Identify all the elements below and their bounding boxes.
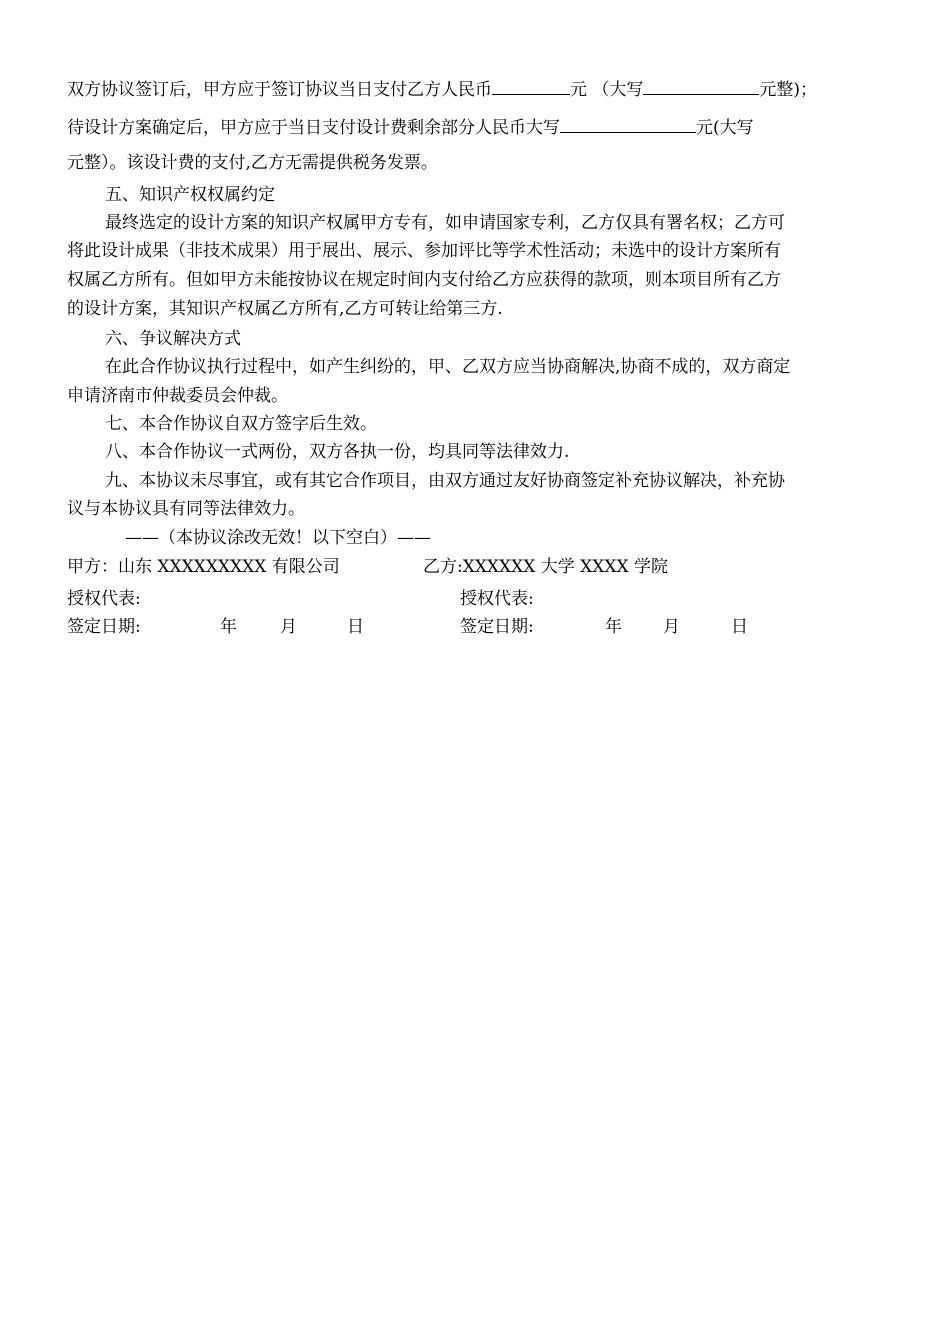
clause-7: 七、本合作协议自双方签字后生效。 [105, 414, 377, 434]
payment-line-1 [67, 78, 817, 101]
party-a-month: 月 [280, 617, 297, 637]
party-b-year: 年 [605, 617, 622, 637]
clause-9-line-2: 议与本协议具有同等法律效力。 [67, 499, 305, 519]
payment-line-2 [67, 116, 754, 139]
ip-heading: 五、知识产权权属约定 [105, 185, 275, 205]
party-b-month: 月 [663, 617, 680, 637]
ip-line-2: 将此设计成果（非技术成果）用于展出、展示、参加评比等学术性活动；未选中的设计方案所有 [67, 241, 781, 261]
payment-text-1a: 双方协议签订后，甲方应于签订协议当日支付乙方人民币 [67, 80, 492, 100]
dispute-line-2: 申请济南市仲裁委员会仲裁。 [67, 386, 288, 406]
end-note: ——（本协议涂改无效！以下空白）—— [125, 528, 431, 548]
remaining-amount-blank [560, 116, 696, 133]
dispute-heading: 六、争议解决方式 [105, 329, 241, 349]
ip-line-4: 的设计方案，其知识产权属乙方所有,乙方可转让给第三方. [67, 299, 503, 319]
party-b-day: 日 [731, 617, 748, 637]
amount-blank [492, 78, 570, 95]
clause-9-line-1: 九、本协议未尽事宜，或有其它合作项目，由双方通过友好协商签定补充协议解决，补充协 [105, 471, 785, 491]
party-b-date-label: 签定日期: [460, 617, 534, 637]
ip-line-1: 最终选定的设计方案的知识产权属甲方专有，如申请国家专利，乙方仅具有署名权；乙方可 [105, 213, 785, 233]
payment-text-2b: 元(大写 [696, 118, 754, 138]
party-b-rep: 授权代表: [460, 589, 534, 609]
payment-text-2a: 待设计方案确定后，甲方应于当日支付设计费剩余部分人民币大写 [67, 118, 560, 138]
payment-text-1c: 元整)； [759, 80, 818, 100]
ip-line-3: 权属乙方所有。但如甲方未能按协议在规定时间内支付给乙方应获得的款项，则本项目所有乙方 [67, 270, 781, 290]
clause-8: 八、本合作协议一式两份，双方各执一份，均具同等法律效力. [105, 442, 570, 462]
party-a-rep: 授权代表: [67, 589, 141, 609]
payment-line-3: 元整）。该设计费的支付,乙方无需提供税务发票。 [67, 153, 438, 173]
payment-text-1b: 元 （大写 [570, 80, 644, 100]
party-a-year: 年 [220, 617, 237, 637]
party-b-name: 乙方:XXXXXX 大学 XXXX 学院 [423, 557, 668, 577]
dispute-line-1: 在此合作协议执行过程中，如产生纠纷的，甲、乙双方应当协商解决,协商不成的，双方商定 [105, 357, 791, 377]
party-a-day: 日 [347, 617, 364, 637]
party-a-date-label: 签定日期: [67, 617, 141, 637]
amount-words-blank [643, 78, 759, 95]
party-a-name: 甲方：山东 XXXXXXXXX 有限公司 [67, 557, 340, 577]
